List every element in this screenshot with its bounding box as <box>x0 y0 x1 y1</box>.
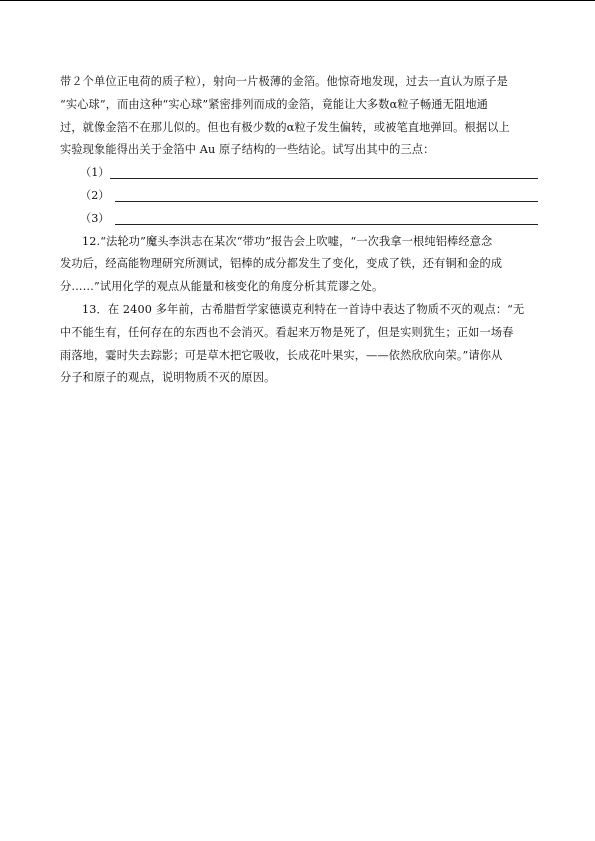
answer-label: （1） <box>80 166 110 180</box>
text-line: “实心球”，而由这种“实心球”紧密排列而成的金箔，竟能让大多数α粒子畅通无阻地通 <box>60 97 488 111</box>
answer-row-1 <box>60 162 538 185</box>
answer-line[interactable] <box>115 224 538 225</box>
answer-line[interactable] <box>115 201 538 202</box>
question-11-text <box>60 71 538 162</box>
question-13-text <box>60 299 538 390</box>
text-line: 中不能生有，任何存在的东西也不会消灭。看起来万物是死了，但是实则犹生；正如一场春 <box>60 325 514 339</box>
top-rule <box>0 0 595 1</box>
answer-row-3 <box>60 208 538 231</box>
text-line: 分……”试用化学的观点从能量和核变化的角度分析其荒谬之处。 <box>60 280 384 294</box>
text-line: 发功后，经高能物理研究所测试，铝棒的成分都发生了变化，变成了铁，还有铜和金的成 <box>60 257 503 271</box>
text-line: 过，就像金箔不在那儿似的。但也有极少数的α粒子发生偏转，或被笔直地弹回。根据以上 <box>60 120 510 134</box>
text-line: 分子和原子的观点，说明物质不灭的原因。 <box>60 371 276 385</box>
text-line: 带２个单位正电荷的质子粒），射向一片极薄的金箔。他惊奇地发现，过去一直认为原子是 <box>60 75 508 88</box>
answer-label: （3） <box>80 211 110 225</box>
text-line: 雨落地，霎时失去踪影；可是草木把它吸收，长成花叶果实，——依然欣欣向荣。”请你从 <box>60 348 503 362</box>
question-12-text <box>60 231 538 299</box>
answer-line[interactable] <box>110 178 538 179</box>
document-body <box>60 71 538 390</box>
answer-label: （2） <box>80 188 110 202</box>
text-line: 12.“法轮功”魔头李洪志在某次“带功”报告会上吹嘘，“一次我拿一根纯铝棒经意念 <box>82 234 493 248</box>
text-line: 13．在 2400 多年前，古希腊哲学家德谟克利特在一首诗中表达了物质不灭的观点：“无 <box>82 302 525 316</box>
answer-row-2 <box>60 185 538 208</box>
answer-blanks <box>60 162 538 230</box>
text-line: 实验现象能得出关于金箔中 Au 原子结构的一些结论。试写出其中的三点： <box>60 143 435 157</box>
